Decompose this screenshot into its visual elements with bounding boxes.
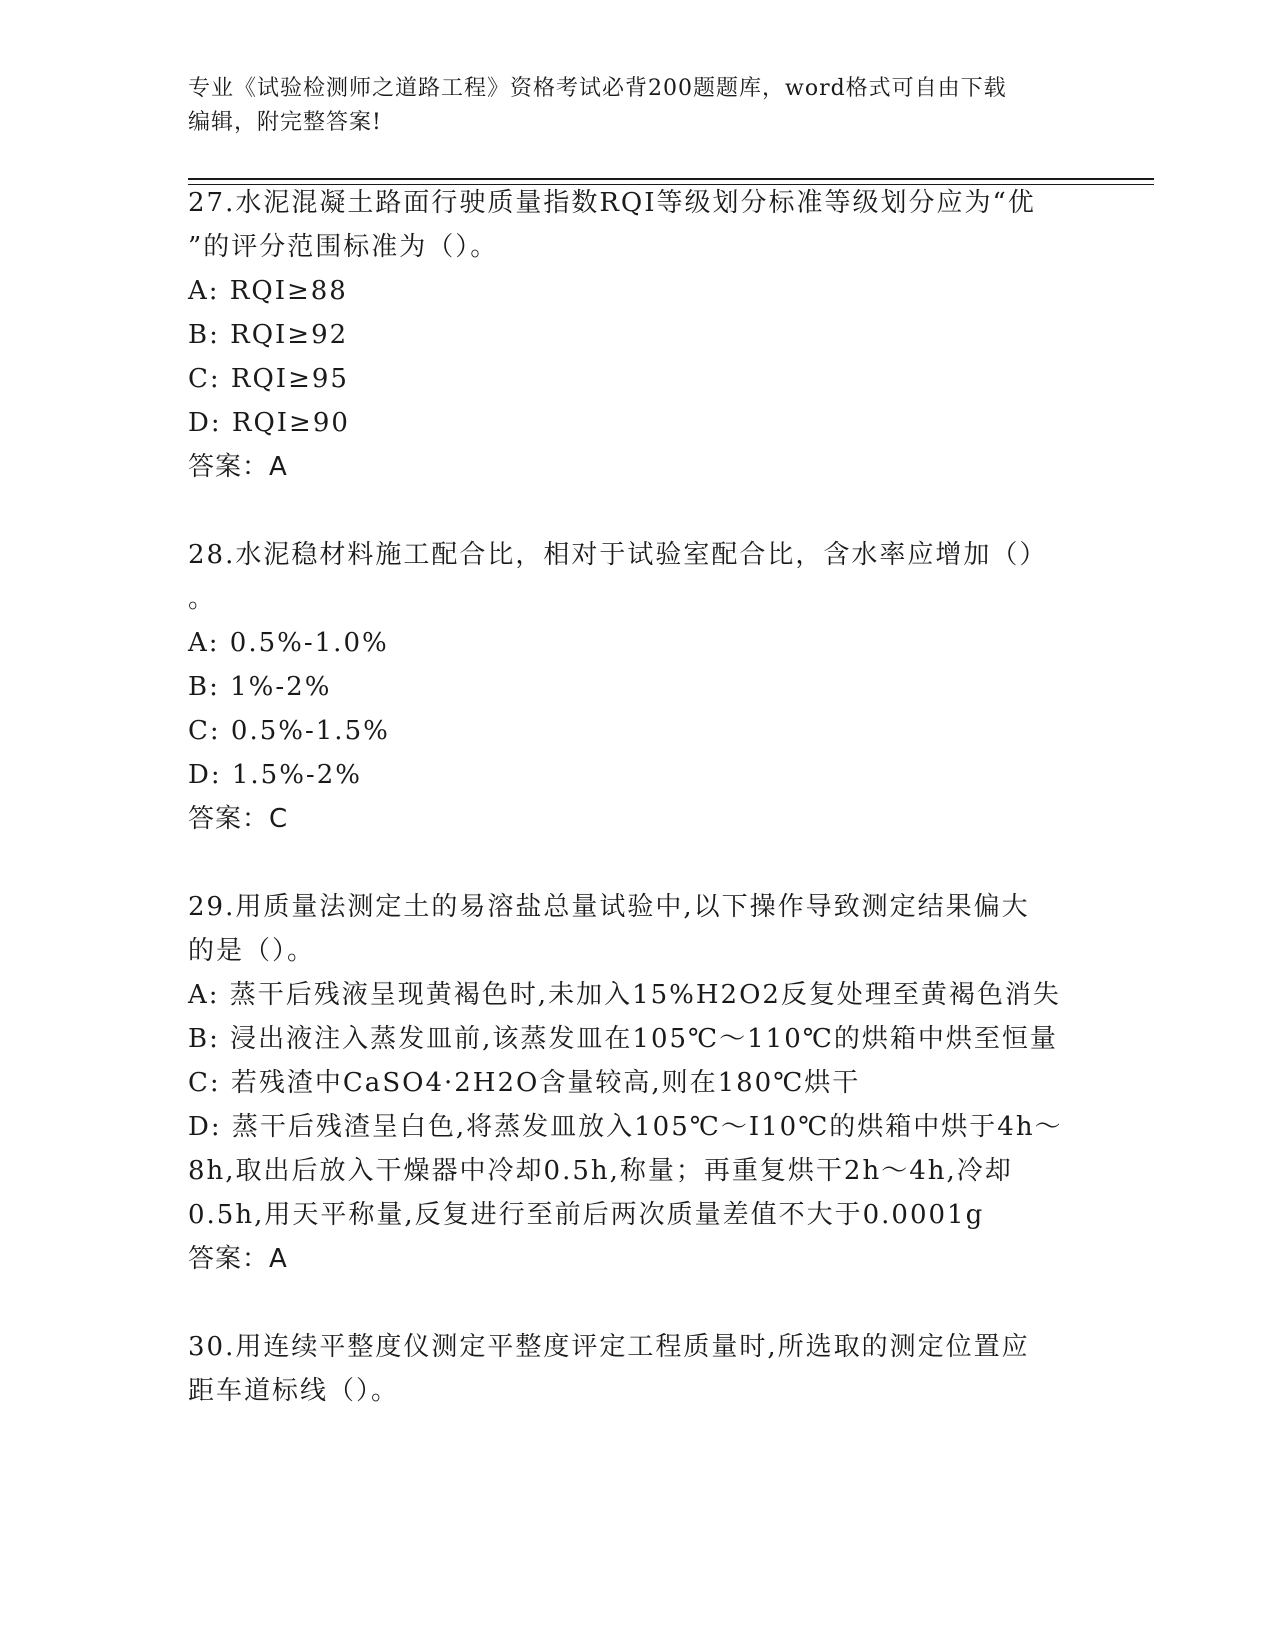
header-divider-thin (188, 184, 1154, 185)
question-27-answer: 答案：A (188, 452, 288, 482)
document-header (188, 72, 1088, 140)
question-27-option-b: B: RQI≥92 (188, 320, 349, 350)
question-28-option-d: D: 1.5%-2% (188, 760, 362, 790)
question-27-option-a: A: RQI≥88 (188, 276, 348, 306)
question-28-answer: 答案：C (188, 804, 289, 834)
question-29-option-d-cont-1: 8h,取出后放入干燥器中冷却0.5h,称量；再重复烘干2h～4h,冷却 (188, 1156, 1013, 1186)
question-28-option-c: C: 0.5%-1.5% (188, 716, 390, 746)
question-29-option-b: B: 浸出液注入蒸发皿前,该蒸发皿在105℃～110℃的烘箱中烘至恒量 (188, 1024, 1058, 1054)
question-30-stem-line-2: 距车道标线（）。 (188, 1376, 400, 1406)
question-29-option-a: A: 蒸干后残液呈现黄褐色时,未加入15%H2O2反复处理至黄褐色消失 (188, 980, 1061, 1010)
question-28-option-a: A: 0.5%-1.0% (188, 628, 389, 658)
header-line-2: 编辑，附完整答案! (188, 110, 382, 135)
header-divider (188, 178, 1154, 180)
question-27-option-d: D: RQI≥90 (188, 408, 350, 438)
question-27-option-c: C: RQI≥95 (188, 364, 349, 394)
question-28-stem-line-2: 。 (188, 584, 217, 614)
question-29-option-d: D: 蒸干后残渣呈白色,将蒸发皿放入105℃～I10℃的烘箱中烘于4h～ (188, 1112, 1063, 1142)
question-28-option-b: B: 1%-2% (188, 672, 332, 702)
question-29-option-d-cont-2: 0.5h,用天平称量,反复进行至前后两次质量差值不大于0.0001g (188, 1200, 985, 1230)
question-27-stem-line-1: 27.水泥混凝土路面行驶质量指数RQI等级划分标准等级划分应为“优 (188, 188, 1036, 218)
question-29-stem-line-2: 的是（）。 (188, 936, 316, 966)
question-29-answer: 答案：A (188, 1244, 288, 1274)
question-30-stem-line-1: 30.用连续平整度仪测定平整度评定工程质量时,所选取的测定位置应 (188, 1332, 1030, 1362)
question-29-option-c: C: 若残渣中CaSO4·2H2O含量较高,则在180℃烘干 (188, 1068, 861, 1098)
question-29-stem-line-1: 29.用质量法测定土的易溶盐总量试验中,以下操作导致测定结果偏大 (188, 892, 1030, 922)
question-27-stem-line-2: ”的评分范围标准为（）。 (188, 232, 499, 262)
question-28-stem-line-1: 28.水泥稳材料施工配合比，相对于试验室配合比，含水率应增加（） (188, 540, 1048, 570)
header-line-1: 专业《试验检测师之道路工程》资格考试必背200题题库，word格式可自由下载 (188, 76, 1007, 101)
